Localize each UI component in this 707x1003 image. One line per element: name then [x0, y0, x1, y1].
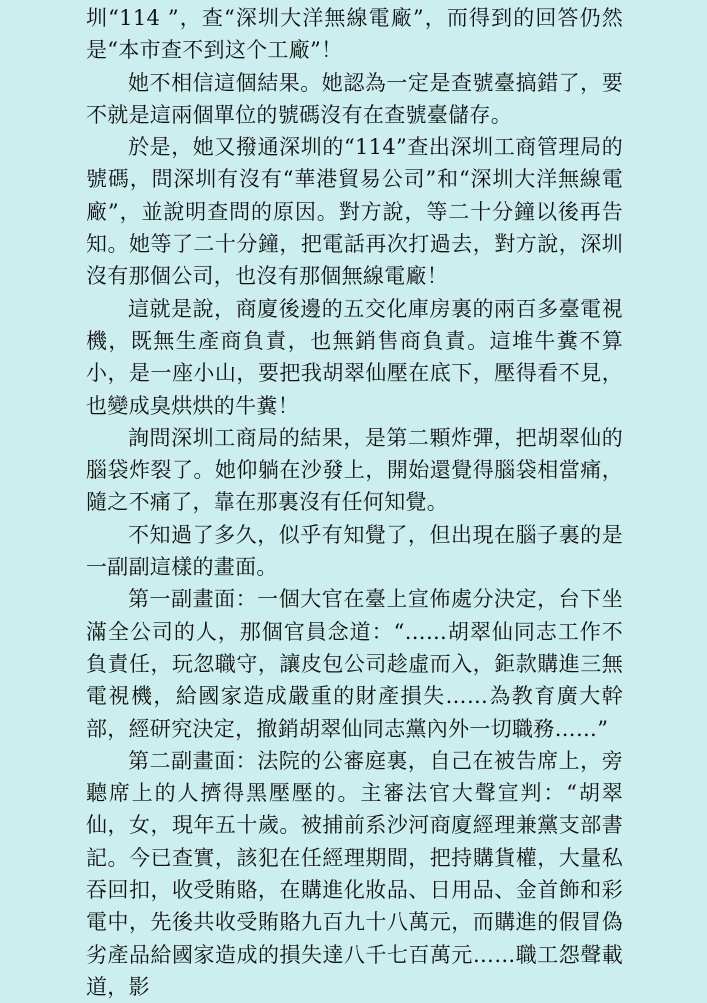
- paragraph-3: 於是，她又撥通深圳的“114”查出深圳工商管理局的號碼，問深圳有沒有“華港貿易公司”和“深圳大洋無線電廠”，並說明查問的原因。對方說，等二十分鐘以後再告知。她等了二十分鐘，把電話再次打過去，對方說，深圳沒有那個公司，也沒有那個無線電廠！: [86, 135, 623, 289]
- paragraph-7: 第一副畫面：一個大官在臺上宣佈處分決定，台下坐滿全公司的人，那個官員念道：“……胡翠仙同志工作不負責任，玩忽職守，讓皮包公司趁虛而入，鉅款購進三無電視機，給國家造成嚴重的財產損失……為教育廣大幹部，經研究決定，撤銷胡翠仙同志黨內外一切職務……”: [86, 587, 623, 741]
- paragraph-4: 這就是說，商廈後邊的五交化庫房裏的兩百多臺電視機，既無生產商負責，也無銷售商負責。這堆牛糞不算小，是一座小山，要把我胡翠仙壓在底下，壓得看不見，也變成臭烘烘的牛糞！: [86, 296, 623, 418]
- paragraph-1: 圳“114 ”，查“深圳大洋無線電廠”，而得到的回答仍然是“本市查不到这个工廠”！: [86, 6, 623, 63]
- paragraph-6: 不知過了多久，似乎有知覺了，但出現在腦子裏的是一副副這樣的畫面。: [86, 522, 623, 580]
- paragraph-8: 第二副畫面：法院的公審庭裏，自己在被告席上，旁聽席上的人擠得黑壓壓的。主審法官大聲宣判：“胡翠仙，女，現年五十歲。被捕前系沙河商廈經理兼黨支部書記。今已查實，該犯在任經理期間，把持購貨權，大量私吞回扣，收受賄賂，在購進化妝品、日用品、金首飾和彩電中，先後共收受賄賂九百九十八萬元，而購進的假冒偽劣產品給國家造成的損失達八千七百萬元……職工怨聲載道，影: [86, 748, 623, 999]
- paragraph-2: 她不相信這個結果。她認為一定是查號臺搞錯了，要不就是這兩個單位的號碼沒有在查號臺儲存。: [86, 70, 623, 127]
- paragraph-5: 詢問深圳工商局的結果，是第二顆炸彈，把胡翠仙的腦袋炸裂了。她仰躺在沙發上，開始還覺得腦袋相當痛，隨之不痛了，靠在那裏沒有任何知覺。: [86, 425, 623, 515]
